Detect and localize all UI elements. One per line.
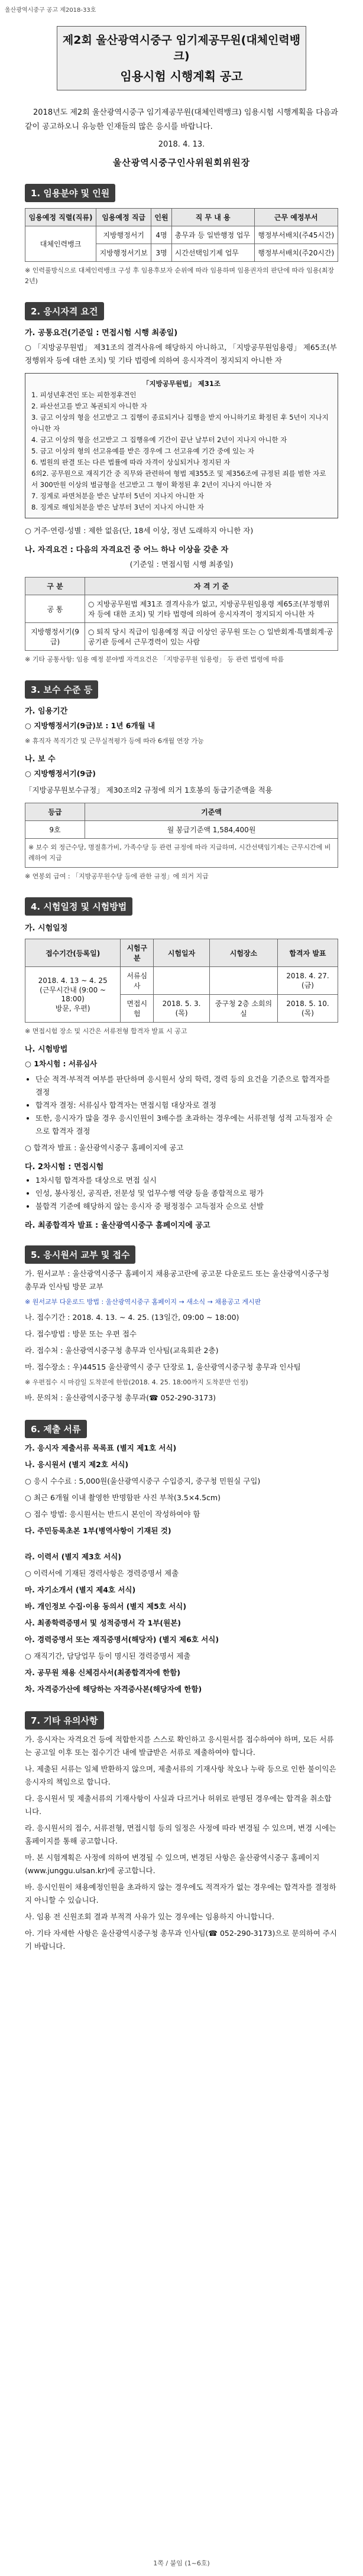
- s7-item: 라. 응시원서의 접수, 서류전형, 면접시험 등의 일정은 사정에 따라 변경될 수 있으며, 변경 시에는 홈페이지를 통해 공고합니다.: [25, 1824, 336, 1845]
- t1-cell-1-1: 지방행정서기보: [96, 244, 151, 262]
- page-footer: 1쪽 / 붙임 (1~6호): [153, 2559, 210, 2567]
- t1-header-0: 임용예정 직렬(직류): [25, 209, 96, 226]
- t1-header-2: 인원: [151, 209, 172, 226]
- section-5-title: 5. 응시원서 교부 및 접수: [25, 1245, 135, 1264]
- t4-header-1: 시험구분: [121, 939, 154, 967]
- t2-header-0: 구 분: [25, 578, 85, 595]
- law-line: 6의2. 공무원으로 재직기간 중 직무와 관련하여 형법 제355조 및 제356조에 규정된 죄를 범한 자로서 300만원 이상의 벌금형을 선고받고 그 형이 확정된 후 2년이 지나지 아니한 자: [31, 469, 326, 489]
- s4-b3: 라. 최종합격자 발표 : 울산광역시중구 홈페이지에 공고: [25, 1221, 210, 1230]
- t4-cell-1-4: 2018. 5. 10.(목): [277, 995, 338, 1023]
- recruitment-table: [25, 208, 338, 262]
- t4-cell-0-1: 서류심사: [121, 967, 154, 995]
- law-line: 1. 피성년후견인 또는 피한정후견인: [31, 391, 137, 399]
- law-line: 2. 파산선고를 받고 복권되지 아니한 자: [31, 402, 147, 410]
- announcement-number: 울산광역시중구 공고 제2018-33호: [5, 7, 96, 14]
- s4-b1-list: [25, 1073, 338, 1138]
- law-line: 7. 징계로 파면처분을 받은 날부터 5년이 지나지 아니한 자: [31, 492, 204, 500]
- s6-a: 가. 응시자 제출서류 목록표 (별지 제1호 서식): [25, 1443, 177, 1452]
- t1-cell-0-3: 총무과 등 일반행정 업무: [171, 226, 254, 244]
- t1-cell-1-3: 시간선택임기제 업무: [171, 244, 254, 262]
- t1-cell-0-4: 행정부서배치(주45시간): [254, 226, 338, 244]
- s2-a1: ○ 「지방공무원법」 제31조의 결격사유에 해당하지 아니하고, 「지방공무원임용령」 제65조(부정행위자 등에 대한 조치) 및 기타 법령에 의하여 응시자격이 정지되지 아니한 자: [25, 343, 337, 365]
- announcement-date: 2018. 4. 13.: [158, 140, 205, 149]
- s6-b-item: ○ 응시 수수료 : 5,000원(울산광역시중구 수입증지, 중구청 민원실 구입): [25, 1477, 261, 1485]
- s4-b: 나. 시험방법: [25, 1045, 68, 1054]
- s2-b-sub: (기준일 : 면접시험 시행 최종일): [129, 560, 234, 569]
- s3-a1: ○ 지방행정서기(9급)보 : 1년 6개월 내: [25, 721, 155, 730]
- t2-cell-0-0: 공 통: [25, 595, 85, 623]
- s5-e-note: ※ 우편접수 시 마감일 도착분에 한함(2018. 4. 25. 18:00까지 도착분만 인정): [25, 1378, 248, 1386]
- law-line: 6. 법원의 판결 또는 다른 법률에 따라 자격이 상실되거나 정지된 자: [31, 458, 231, 466]
- s7-item: 바. 응시인원이 채용예정인원을 초과하지 않는 경우에도 적격자가 없는 경우에는 합격자를 결정하지 아니할 수 있습니다.: [25, 1883, 336, 1905]
- t2-cell-1-0: 지방행정서기(9급): [25, 623, 85, 651]
- law-line: 4. 금고 이상의 형을 선고받고 그 집행유예 기간이 끝난 날부터 2년이 지나지 아니한 자: [31, 436, 287, 444]
- s4-b2: 다. 2차시험 : 면접시험: [25, 1163, 104, 1172]
- table-row: [25, 839, 338, 868]
- s3-a-note: ※ 휴직자 복직기간 및 근무실적평가 등에 따라 6개월 연장 가능: [25, 737, 204, 745]
- section-2-title: 2. 응시자격 요건: [25, 302, 104, 320]
- s2-b: 나. 자격요건 : 다음의 자격요건 중 어느 하나 이상을 갖춘 자: [25, 546, 229, 554]
- law-line: 5. 금고 이상의 형의 선고유예를 받은 경우에 그 선고유예 기간 중에 있는 자: [31, 447, 254, 455]
- t2-cell-1-1: ○ 퇴직 당시 직급이 임용예정 직급 이상인 공무원 또는 ○ 일반회계·특별회계·공공기관 등에서 근무경력이 있는 사람: [85, 623, 338, 651]
- list-item: • 합격자 결정: 서류심사 합격자는 면접시험 대상자로 결정: [35, 1099, 338, 1112]
- t4-note: ※ 면접시험 장소 및 시간은 서류전형 합격자 발표 시 공고: [25, 1027, 187, 1035]
- s6-c: 다. 주민등록초본 1부(병역사항이 기재된 것): [25, 1526, 171, 1535]
- s5-f: 바. 문의처 : 울산광역시중구청 총무과(☎ 052-290-3173): [25, 1393, 216, 1402]
- s5-e: 마. 접수장소 : 우)44515 울산광역시 중구 단장로 1, 울산광역시중구청 총무과 인사팀: [25, 1362, 301, 1371]
- law-line: 8. 징계로 해임처분을 받은 날부터 3년이 지나지 아니한 자: [31, 503, 204, 511]
- s6-j: 차. 자격증가산에 해당하는 자격증사본(해당자에 한함): [25, 1685, 202, 1693]
- s2-a: 가. 공통요건(기준일 : 면접시험 시행 최종일): [25, 329, 178, 338]
- t4-cell-1-3: 중구청 2층 소회의실: [209, 995, 277, 1023]
- t3-cell-0-0: 9호: [25, 821, 85, 839]
- t1-header-3: 직 무 내 용: [171, 209, 254, 226]
- t4-cell-0-0: 2018. 4. 13 ~ 4. 25 (근무시간내 (9:00 ~ 18:00) 방문, 우편): [25, 967, 121, 1023]
- t1-cell-0-2: 4명: [151, 226, 172, 244]
- t4-header-4: 합격자 발표: [277, 939, 338, 967]
- s6-f: 바. 개인정보 수집·이용 동의서 (별지 제5호 서식): [25, 1602, 187, 1611]
- s2-note: ※ 기타 공통사항: 임용 예정 분야별 자격요건은 「지방공무원 임용령」 등 관련 법령에 따름: [25, 656, 284, 663]
- s5-b: 나. 접수기간 : 2018. 4. 13. ~ 4. 25. (13일간, 09:00 ~ 18:00): [25, 1313, 239, 1322]
- table-row: [25, 623, 338, 651]
- s7-item: 가. 응시자는 자격요건 등에 적합한지를 스스로 확인하고 응시원서를 접수하여야 하며, 모든 서류는 공고일 이후 또는 접수기간 내에 발급받은 서류로 제출하여야 합니다.: [25, 1735, 334, 1757]
- t1-header-1: 임용예정 직급: [96, 209, 151, 226]
- s2-a2: ○ 거주·연령·성별 : 제한 없음(단, 18세 이상, 정년 도래하지 아니한 자): [25, 526, 254, 535]
- s6-b: 나. 응시원서 (별지 제2호 서식): [25, 1460, 129, 1469]
- title-line2: 임용시험 시행계획 공고: [120, 69, 243, 83]
- s7-item: 사. 임용 전 신원조회 결과 부적격 사유가 있는 경우에는 임용하지 아니합니다.: [25, 1912, 275, 1921]
- list-item: • 또한, 응시자가 많을 경우 응시인원이 3배수를 초과하는 경우에는 서류전형 성적 고득점자 순으로 합격자 결정: [35, 1112, 338, 1138]
- s6-d: 라. 이력서 (별지 제3호 서식): [25, 1552, 122, 1561]
- t4-header-3: 시험장소: [209, 939, 277, 967]
- t1-cell-0-0: 대체인력뱅크: [25, 226, 96, 262]
- title-line1: 제2회 울산광역시중구 임기제공무원(대체인력뱅크): [62, 34, 301, 63]
- table-row: [25, 226, 338, 244]
- s4-a: 가. 시험일정: [25, 924, 68, 933]
- s3-b-note: ※ 연봉외 급여 : 「지방공무원수당 등에 관한 규정」에 의거 지급: [25, 872, 209, 880]
- section-6-title: 6. 제출 서류: [25, 1420, 87, 1438]
- s6-e: 마. 자기소개서 (별지 제4호 서식): [25, 1585, 136, 1594]
- section-4-title: 4. 시험일정 및 시험방법: [25, 897, 132, 916]
- qualification-table: [25, 577, 338, 651]
- law-box-title: 「지방공무원법」 제31조: [142, 379, 221, 388]
- organization-name: 울산광역시중구인사위원회위원장: [112, 157, 251, 168]
- s4-b1-line2: ○ 합격자 발표 : 울산광역시중구 홈페이지에 공고: [25, 1143, 184, 1152]
- t4-cell-1-2: 2018. 5. 3.(목): [154, 995, 210, 1023]
- s6-d-note: ○ 이력서에 기재된 경력사항은 경력증명서 제출: [25, 1569, 179, 1578]
- t3-header-0: 등급: [25, 803, 85, 821]
- law-line: 3. 금고 이상의 형을 선고받고 그 집행이 종료되거나 집행을 받지 아니하기로 확정된 후 5년이 지나지 아니한 자: [31, 413, 329, 433]
- t4-header-0: 접수기간(등록일): [25, 939, 121, 967]
- law-box: [25, 373, 338, 518]
- t3-header-1: 기준액: [85, 803, 338, 821]
- s5-c: 다. 접수방법 : 방문 또는 우편 접수: [25, 1329, 137, 1338]
- t4-header-2: 시험일자: [154, 939, 210, 967]
- t4-cell-0-4: 2018. 4. 27.(금): [277, 967, 338, 995]
- list-item: • 불합격 기준에 해당하지 않는 응시자 중 평정점수 고득점자 순으로 선발: [35, 1200, 338, 1213]
- s3-a: 가. 임용기간: [25, 707, 68, 716]
- s7-item: 아. 기타 자세한 사항은 울산광역시중구청 총무과 인사팀(☎ 052-290-3173)으로 문의하여 주시기 바랍니다.: [25, 1929, 337, 1951]
- title-box: [57, 26, 306, 90]
- table1-note: ※ 인력풀방식으로 대체인력뱅크 구성 후 임용후보자 순위에 따라 임용하며 임용권자의 판단에 따라 임용(최장 2년): [25, 267, 335, 285]
- s4-b1: ○ 1차시험 : 서류심사: [25, 1059, 98, 1068]
- s7-item: 다. 응시원서 및 제출서류의 기재사항이 사실과 다르거나 허위로 판명된 경우에는 합격을 취소합니다.: [25, 1794, 332, 1816]
- table-row: [25, 967, 338, 995]
- s4-b2-list: [25, 1174, 338, 1213]
- s3-b-desc: 「지방공무원보수규정」 제30조의2 규정에 의거 1호봉의 동급기준액을 적용: [25, 786, 273, 794]
- table-row: [25, 595, 338, 623]
- section-7-title: 7. 기타 유의사항: [25, 1711, 104, 1730]
- s6-b-item: ○ 접수 방법: 응시원서는 반드시 본인이 작성하여야 함: [25, 1510, 200, 1519]
- t4-cell-0-2: [154, 967, 210, 995]
- t4-cell-1-1: 면접시험: [121, 995, 154, 1023]
- s7-item: 마. 본 시험계획은 사정에 의하여 변경될 수 있으며, 변경된 사항은 울산광역시중구 홈페이지(www.junggu.ulsan.kr)에 공고합니다.: [25, 1853, 320, 1875]
- s5-a: 가. 원서교부 : 울산광역시중구 홈페이지 채용공고란에 공고문 다운로드 또는 울산광역시중구청 총무과 인사팀 방문 교부: [25, 1269, 329, 1291]
- list-item: • 1차시험 합격자를 대상으로 면접 실시: [35, 1174, 338, 1187]
- s3-b: 나. 보 수: [25, 755, 56, 764]
- t2-cell-0-1: ○ 지방공무원법 제31조 결격사유가 없고, 지방공무원임용령 제65조(부정행위자 등에 대한 조치) 및 기타 법령에 의하여 응시자격이 정지되지 아니한 자: [85, 595, 338, 623]
- t4-cell-0-3: [209, 967, 277, 995]
- t2-header-1: 자 격 기 준: [85, 578, 338, 595]
- table-row: [25, 821, 338, 839]
- s6-h: 아. 경력증명서 또는 재직증명서(해당자) (별지 제6호 서식): [25, 1635, 219, 1644]
- t1-header-4: 근무 예정부서: [254, 209, 338, 226]
- s5-d: 라. 접수처 : 울산광역시중구청 총무과 인사팀(교육회관 2층): [25, 1346, 219, 1355]
- t1-cell-1-2: 3명: [151, 244, 172, 262]
- list-item: • 단순 적격·부적격 여부를 판단하며 응시원서 상의 학력, 경력 등의 요건을 기준으로 합격자를 결정: [35, 1073, 338, 1099]
- s6-b-item: ○ 최근 6개월 이내 촬영한 반명함판 사진 부착(3.5×4.5cm): [25, 1493, 221, 1502]
- s6-g: 사. 최종학력증명서 및 성적증명서 각 1부(원본): [25, 1618, 181, 1627]
- section-1-title: 1. 임용분야 및 인원: [25, 184, 115, 202]
- section-3-title: 3. 보수 수준 등: [25, 680, 98, 699]
- t1-cell-1-4: 행정부서배치(주20시간): [254, 244, 338, 262]
- s7-item: 나. 제출된 서류는 일체 반환하지 않으며, 제출서류의 기재사항 착오나 누락 등으로 인한 불이익은 응시자의 책임으로 합니다.: [25, 1764, 336, 1786]
- intro-paragraph: 2018년도 제2회 울산광역시중구 임기제공무원(대체인력뱅크) 임용시험 시행계획을 다음과 같이 공고하오니 유능한 인재들의 많은 응시를 바랍니다.: [25, 108, 338, 131]
- t3-note: ※ 보수 외 정근수당, 명절휴가비, 가족수당 등 관련 규정에 따라 지급하며, 시간선택임기제는 근무시간에 비례하여 지급: [25, 839, 338, 868]
- s6-i: 자. 공무원 채용 신체검사서(최종합격자에 한함): [25, 1668, 181, 1677]
- salary-table: [25, 803, 338, 868]
- t1-cell-0-1: 지방행정서기: [96, 226, 151, 244]
- s6-h-note: ○ 재직기간, 담당업무 등이 명시된 경력증명서 제출: [25, 1652, 191, 1660]
- s3-b-title: ○ 지방행정서기(9급): [25, 769, 96, 778]
- list-item: • 인성, 봉사정신, 공직관, 전문성 및 업무수행 역량 등을 종합적으로 평가: [35, 1187, 338, 1200]
- schedule-table: [25, 939, 338, 1023]
- t3-cell-0-1: 월 봉급기준액 1,584,400원: [85, 821, 338, 839]
- s5-note: ※ 원서교부 다운로드 방법 : 울산광역시중구 홈페이지 → 새소식 → 채용공고 게시판: [25, 1298, 261, 1306]
